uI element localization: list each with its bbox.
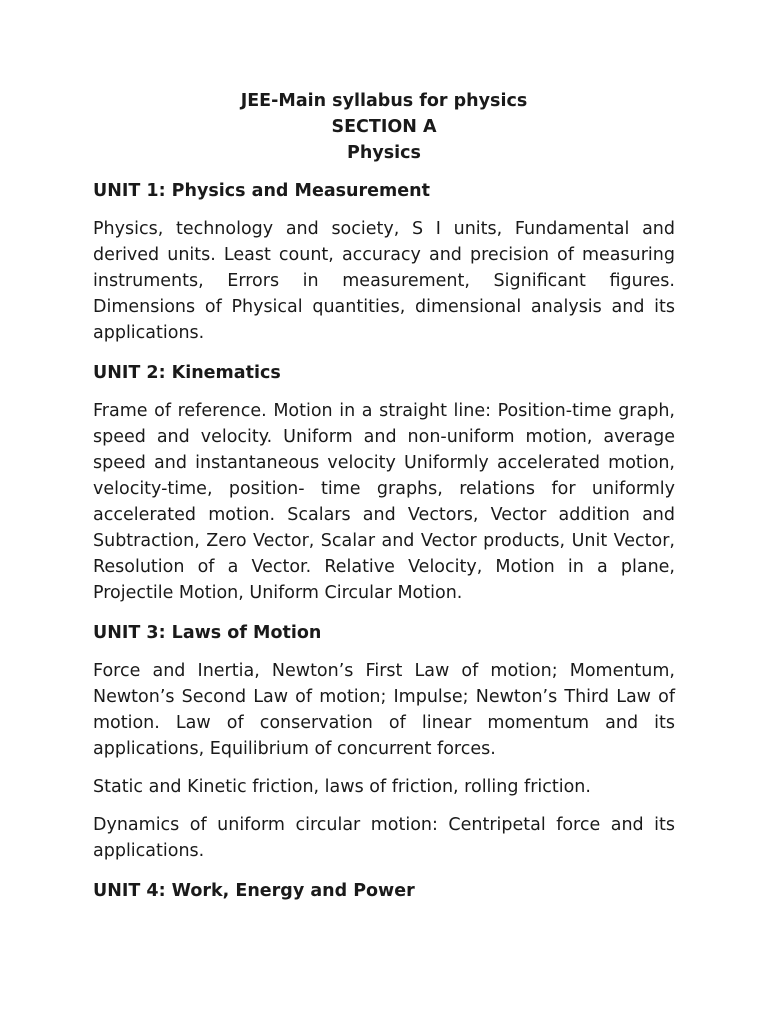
section-label: SECTION A [331, 117, 437, 137]
document-title-block [93, 88, 675, 166]
unit-1-heading: UNIT 1: Physics and Measurement [93, 181, 430, 201]
unit-3-paragraph-3: Dynamics of uniform circular motion: Centripetal force and its applications. [93, 815, 675, 861]
unit-2-paragraph: Frame of reference. Motion in a straight line: Position-time graph, speed and velocity. Uniform and non-uniform motion, average speed and instantaneous velocity Uniformly accelerated motion, velocity-time, position- time graphs, relations for uniformly accelerated motion. Scalars and Vectors, Vector addition and Subtraction, Zero Vector, Scalar and Vector products, Unit Vector, Resolution of a Vector. Relative Velocity, Motion in a plane, Projectile Motion, Uniform Circular Motion. [93, 401, 675, 603]
unit-4-heading: UNIT 4: Work, Energy and Power [93, 881, 415, 901]
unit-3-heading: UNIT 3: Laws of Motion [93, 623, 322, 643]
unit-1-paragraph: Physics, technology and society, S I units, Fundamental and derived units. Least count, accuracy and precision of measuring instruments, Errors in measurement, Significant figures. Dimensions of Physical quantities, dimensional analysis and its applications. [93, 219, 675, 343]
subject-label: Physics [347, 143, 421, 163]
unit-2-heading: UNIT 2: Kinematics [93, 363, 281, 383]
unit-3-paragraph-2: Static and Kinetic friction, laws of friction, rolling friction. [93, 777, 591, 797]
document-title: JEE-Main syllabus for physics [240, 91, 528, 111]
unit-3-paragraph-1: Force and Inertia, Newton’s First Law of motion; Momentum, Newton’s Second Law of motion; Impulse; Newton’s Third Law of motion. Law of conservation of linear momentum and its applications, Equilibrium of concurrent forces. [93, 661, 675, 759]
